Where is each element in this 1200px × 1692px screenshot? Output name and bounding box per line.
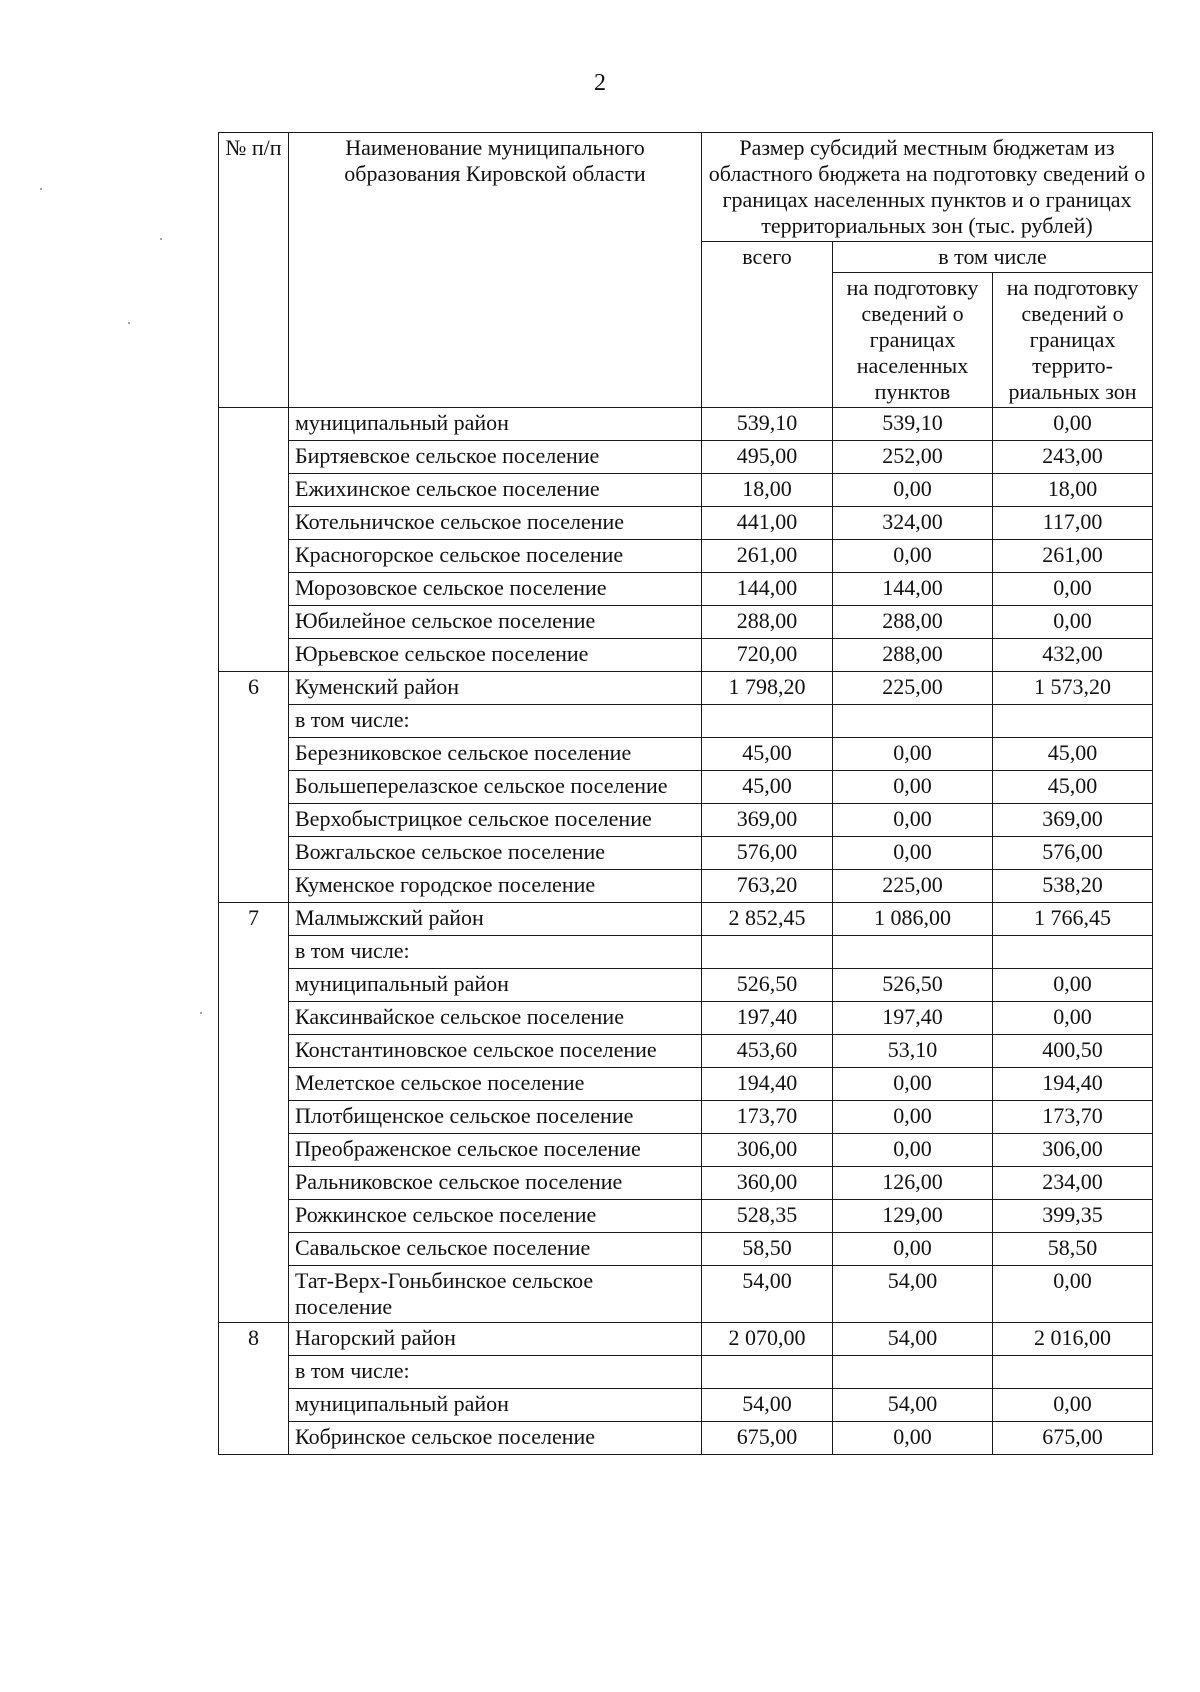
row-name: Биртяевское сельское поселение: [289, 441, 702, 474]
row-settlements: 0,00: [833, 1422, 993, 1455]
row-total: 720,00: [702, 639, 833, 672]
row-settlements: 53,10: [833, 1035, 993, 1068]
row-total: 2 070,00: [702, 1323, 833, 1356]
row-settlements: [833, 936, 993, 969]
table-row: [219, 738, 1153, 771]
row-settlements: 225,00: [833, 870, 993, 903]
header-subsidy: Размер субсидий местным бюджетам из областного бюджета на подготовку сведений о границах населенных пунктов и о границах территориальных зон (тыс. рублей): [702, 133, 1153, 242]
row-zones: 0,00: [993, 969, 1153, 1002]
row-name: Кобринское сельское поселение: [289, 1422, 702, 1455]
row-name: Котельничское сельское поселение: [289, 507, 702, 540]
header-zones: на подготовку сведений о границах террито-риальных зон: [993, 273, 1153, 408]
row-zones: 0,00: [993, 606, 1153, 639]
row-zones: 58,50: [993, 1233, 1153, 1266]
row-name: Савальское сельское поселение: [289, 1233, 702, 1266]
row-number: [219, 408, 289, 672]
scan-speck: [128, 322, 130, 324]
row-number: 6: [219, 672, 289, 903]
table-row: [219, 804, 1153, 837]
row-number: 8: [219, 1323, 289, 1455]
row-settlements: 0,00: [833, 1134, 993, 1167]
row-zones: 2 016,00: [993, 1323, 1153, 1356]
row-settlements: 324,00: [833, 507, 993, 540]
row-zones: 117,00: [993, 507, 1153, 540]
row-zones: 234,00: [993, 1167, 1153, 1200]
row-zones: 675,00: [993, 1422, 1153, 1455]
row-name: Куменский район: [289, 672, 702, 705]
row-total: 2 852,45: [702, 903, 833, 936]
table-row: [219, 870, 1153, 903]
row-settlements: 197,40: [833, 1002, 993, 1035]
row-total: 369,00: [702, 804, 833, 837]
header-settlements: на подготовку сведений о границах населенных пунктов: [833, 273, 993, 408]
row-settlements: 225,00: [833, 672, 993, 705]
row-name: Красногорское сельское поселение: [289, 540, 702, 573]
row-total: [702, 1356, 833, 1389]
row-settlements: 252,00: [833, 441, 993, 474]
row-zones: 194,40: [993, 1068, 1153, 1101]
row-zones: 0,00: [993, 1002, 1153, 1035]
scan-speck: [40, 188, 42, 190]
row-zones: 0,00: [993, 573, 1153, 606]
table-row: [219, 771, 1153, 804]
table-body: [219, 408, 1153, 1455]
row-name: Мелетское сельское поселение: [289, 1068, 702, 1101]
row-total: [702, 705, 833, 738]
table-row: [219, 1266, 1153, 1323]
subsidy-table: [218, 132, 1153, 1455]
row-settlements: 54,00: [833, 1323, 993, 1356]
table-row: [219, 639, 1153, 672]
row-settlements: 0,00: [833, 1233, 993, 1266]
row-zones: 369,00: [993, 804, 1153, 837]
row-settlements: 288,00: [833, 606, 993, 639]
row-name: Каксинвайское сельское поселение: [289, 1002, 702, 1035]
table-row: [219, 1101, 1153, 1134]
row-name: Куменское городское поселение: [289, 870, 702, 903]
row-zones: [993, 936, 1153, 969]
row-settlements: [833, 705, 993, 738]
row-total: 197,40: [702, 1002, 833, 1035]
row-zones: 432,00: [993, 639, 1153, 672]
row-zones: 576,00: [993, 837, 1153, 870]
row-total: 144,00: [702, 573, 833, 606]
row-settlements: 0,00: [833, 837, 993, 870]
table-row: [219, 573, 1153, 606]
row-name: Преображенское сельское поселение: [289, 1134, 702, 1167]
row-settlements: 539,10: [833, 408, 993, 441]
row-name: Морозовское сельское поселение: [289, 573, 702, 606]
row-settlements: 0,00: [833, 804, 993, 837]
header-row-1: [219, 133, 1153, 242]
row-zones: [993, 705, 1153, 738]
row-name: Тат-Верх-Гоньбинское сельское поселение: [289, 1266, 702, 1323]
table-row: [219, 1233, 1153, 1266]
row-number: 7: [219, 903, 289, 1323]
table-row: [219, 1200, 1153, 1233]
row-name: Плотбищенское сельское поселение: [289, 1101, 702, 1134]
table-row: [219, 1035, 1153, 1068]
row-total: 441,00: [702, 507, 833, 540]
row-zones: 1 766,45: [993, 903, 1153, 936]
row-total: 526,50: [702, 969, 833, 1002]
table-row: [219, 1356, 1153, 1389]
table-row: [219, 1134, 1153, 1167]
table-row: [219, 1068, 1153, 1101]
row-name: Рожкинское сельское поселение: [289, 1200, 702, 1233]
row-zones: 173,70: [993, 1101, 1153, 1134]
table-row: [219, 837, 1153, 870]
row-settlements: [833, 1356, 993, 1389]
row-settlements: 144,00: [833, 573, 993, 606]
scan-speck: [200, 1012, 202, 1014]
row-total: 54,00: [702, 1266, 833, 1323]
row-total: 763,20: [702, 870, 833, 903]
row-settlements: 0,00: [833, 540, 993, 573]
row-settlements: 0,00: [833, 738, 993, 771]
row-name: Константиновское сельское поселение: [289, 1035, 702, 1068]
table-row: [219, 441, 1153, 474]
table-row: [219, 507, 1153, 540]
table-row: [219, 936, 1153, 969]
row-zones: 243,00: [993, 441, 1153, 474]
table-row: [219, 1167, 1153, 1200]
table-row: [219, 1389, 1153, 1422]
row-settlements: 0,00: [833, 474, 993, 507]
row-name: Большеперелазское сельское поселение: [289, 771, 702, 804]
row-total: 306,00: [702, 1134, 833, 1167]
row-name: муниципальный район: [289, 1389, 702, 1422]
row-name: муниципальный район: [289, 969, 702, 1002]
row-settlements: 126,00: [833, 1167, 993, 1200]
row-zones: 1 573,20: [993, 672, 1153, 705]
table-row: [219, 408, 1153, 441]
row-total: 576,00: [702, 837, 833, 870]
header-name: Наименование муниципального образования Кировской области: [289, 133, 702, 408]
table-row: [219, 903, 1153, 936]
table-row: [219, 969, 1153, 1002]
scan-speck: [160, 238, 162, 240]
table-row: [219, 1002, 1153, 1035]
row-name: Ральниковское сельское поселение: [289, 1167, 702, 1200]
header-including: в том числе: [833, 242, 1153, 273]
row-total: 1 798,20: [702, 672, 833, 705]
row-total: 45,00: [702, 771, 833, 804]
row-name: муниципальный район: [289, 408, 702, 441]
row-settlements: 0,00: [833, 771, 993, 804]
row-name: в том числе:: [289, 936, 702, 969]
row-settlements: 54,00: [833, 1266, 993, 1323]
row-settlements: 54,00: [833, 1389, 993, 1422]
row-zones: 0,00: [993, 408, 1153, 441]
row-total: 495,00: [702, 441, 833, 474]
row-settlements: 526,50: [833, 969, 993, 1002]
row-total: 288,00: [702, 606, 833, 639]
row-zones: 18,00: [993, 474, 1153, 507]
row-name: Юбилейное сельское поселение: [289, 606, 702, 639]
row-name: Ежихинское сельское поселение: [289, 474, 702, 507]
table-row: [219, 540, 1153, 573]
table-row: [219, 606, 1153, 639]
row-total: 194,40: [702, 1068, 833, 1101]
row-zones: 400,50: [993, 1035, 1153, 1068]
header-total: всего: [702, 242, 833, 408]
row-zones: 0,00: [993, 1266, 1153, 1323]
row-total: 173,70: [702, 1101, 833, 1134]
row-settlements: 1 086,00: [833, 903, 993, 936]
row-zones: 399,35: [993, 1200, 1153, 1233]
row-total: 539,10: [702, 408, 833, 441]
table-row: [219, 1323, 1153, 1356]
header-num: № п/п: [219, 133, 289, 408]
row-name: Юрьевское сельское поселение: [289, 639, 702, 672]
row-name: Малмыжский район: [289, 903, 702, 936]
row-total: 45,00: [702, 738, 833, 771]
row-name: Березниковское сельское поселение: [289, 738, 702, 771]
row-settlements: 288,00: [833, 639, 993, 672]
row-zones: 0,00: [993, 1389, 1153, 1422]
row-name: в том числе:: [289, 705, 702, 738]
row-total: 261,00: [702, 540, 833, 573]
table-row: [219, 705, 1153, 738]
row-zones: 45,00: [993, 771, 1153, 804]
row-zones: 306,00: [993, 1134, 1153, 1167]
table-row: [219, 474, 1153, 507]
row-zones: [993, 1356, 1153, 1389]
row-total: [702, 936, 833, 969]
row-total: 58,50: [702, 1233, 833, 1266]
page-number: 2: [594, 70, 606, 96]
row-settlements: 0,00: [833, 1068, 993, 1101]
row-settlements: 0,00: [833, 1101, 993, 1134]
table-row: [219, 672, 1153, 705]
row-total: 528,35: [702, 1200, 833, 1233]
row-total: 453,60: [702, 1035, 833, 1068]
row-zones: 538,20: [993, 870, 1153, 903]
row-name: Вожгальское сельское поселение: [289, 837, 702, 870]
row-zones: 261,00: [993, 540, 1153, 573]
row-total: 675,00: [702, 1422, 833, 1455]
row-total: 54,00: [702, 1389, 833, 1422]
row-name: в том числе:: [289, 1356, 702, 1389]
row-zones: 45,00: [993, 738, 1153, 771]
row-total: 18,00: [702, 474, 833, 507]
row-total: 360,00: [702, 1167, 833, 1200]
table-row: [219, 1422, 1153, 1455]
row-name: Нагорский район: [289, 1323, 702, 1356]
row-name: Верхобыстрицкое сельское поселение: [289, 804, 702, 837]
row-settlements: 129,00: [833, 1200, 993, 1233]
